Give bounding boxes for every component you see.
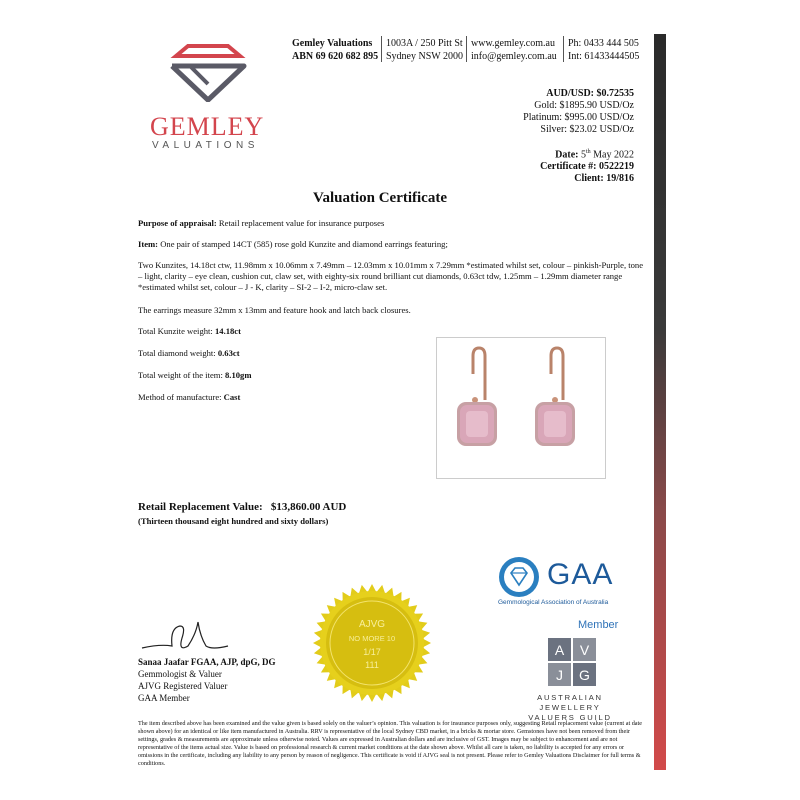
gaa-emblem-icon (497, 555, 541, 604)
silver-rate: Silver: $23.02 USD/Oz (540, 124, 634, 135)
signatory-role-2: AJVG Registered Valuer (138, 681, 228, 691)
gemley-logo (150, 44, 270, 102)
logo-wordmark: GEMLEY (150, 112, 265, 141)
kunzite-weight: Total Kunzite weight: 14.18ct (138, 326, 241, 336)
header-divider (563, 36, 564, 62)
certificate-date: Date: 5th May 2022 (555, 149, 634, 161)
logo-subtitle: VALUATIONS (152, 140, 259, 151)
certificate-number: Certificate #: 0522219 (540, 161, 634, 173)
retail-value-words: (Thirteen thousand eight hundred and sixty dollars) (138, 516, 329, 526)
signature (140, 616, 230, 661)
address-line-1: 1003A / 250 Pitt St (386, 38, 463, 49)
company-abn: ABN 69 620 682 895 (292, 51, 379, 62)
ajvg-name: AUSTRALIAN JEWELLERY VALUERS GUILD (528, 693, 612, 722)
svg-text:J: J (556, 667, 563, 683)
phone-block (568, 37, 639, 63)
seal-text-3: 1/17 (363, 647, 381, 657)
aud-usd-rate: AUD/USD: $0.72535 (546, 88, 634, 99)
header-divider (381, 36, 382, 62)
address-line-2: Sydney NSW 2000 (386, 51, 464, 62)
item-description: Two Kunzites, 14.18ct ctw, 11.98mm x 10.06mm x 7.49mm – 12.03mm x 10.01mm x 7.29mm *estimated whilst set, colour – pinkish-Purple, tone – light, clarity – eye clean, cushion cut, claw set, with eighty-six round brilliant cut diamonds, 0.63ct tdw, 1.25mm – 1.29mm diameter range *estimated whilst set, colour – J - K, clarity – SI-2 – I-2, micro-claw set. (138, 260, 644, 292)
address-block (386, 37, 463, 63)
side-gradient-bar (654, 34, 666, 770)
platinum-rate: Platinum: $995.00 USD/Oz (523, 112, 634, 123)
signatory-role-1: Gemmologist & Valuer (138, 669, 222, 679)
signatory-role-3: GAA Member (138, 693, 190, 703)
svg-text:V: V (579, 642, 590, 658)
measure-line: The earrings measure 32mm x 13mm and feature hook and latch back closures. (138, 305, 411, 315)
manufacture-method: Method of manufacture: Cast (138, 392, 241, 402)
purpose-line: Purpose of appraisal: Retail replacement value for insurance purposes (138, 218, 385, 228)
ajvg-logo (548, 638, 596, 691)
svg-text:A: A (554, 642, 565, 658)
seal-text-4: 111 (365, 660, 379, 670)
total-weight: Total weight of the item: 8.10gm (138, 370, 252, 380)
document-title: Valuation Certificate (312, 190, 447, 206)
gold-seal-icon (312, 583, 432, 708)
client-number: Client: 19/816 (574, 173, 634, 185)
company-name: Gemley Valuations (292, 38, 373, 49)
item-line: Item: One pair of stamped 14CT (585) rose gold Kunzite and diamond earrings featuring; (138, 239, 448, 249)
intl-phone-number: Int: 61433444505 (568, 51, 640, 62)
retail-value: Retail Replacement Value: $13,860.00 AUD (138, 501, 347, 513)
seal-text-2: NO MORE 10 (348, 634, 396, 643)
phone-number: Ph: 0433 444 505 (568, 38, 639, 49)
gem-logo-icon (168, 44, 248, 102)
website-link[interactable]: www.gemley.com.au (471, 38, 555, 49)
header-divider (466, 36, 467, 62)
certificate-meta (540, 146, 634, 185)
svg-text:G: G (579, 667, 590, 683)
diamond-weight: Total diamond weight: 0.63ct (138, 348, 240, 358)
web-block (471, 37, 557, 63)
signatory-name: Sanaa Jaafar FGAA, AJP, dpG, DG (138, 657, 276, 667)
earrings-photo (436, 337, 606, 479)
email-link[interactable]: info@gemley.com.au (471, 51, 557, 62)
signatory-block (138, 656, 276, 704)
seal-text-1: AJVG (358, 619, 386, 630)
metal-rates (523, 88, 634, 136)
gaa-member-label: Member (578, 619, 619, 631)
gold-rate: Gold: $1895.90 USD/Oz (534, 100, 634, 111)
gaa-full-name: Gemmological Association of Australia (498, 599, 609, 606)
earrings-image (437, 338, 605, 478)
company-block (292, 37, 378, 63)
gaa-abbreviation: GAA (547, 558, 614, 591)
disclaimer-text: The item described above has been examined and the value given is based solely on the valuer’s opinion. This valuation is for insurance purposes only, suggesting Retail replacement value (current at date shown above) for an identical or like item manufactured in Australia. RRV is representative of the local Sydney CBD market, in a bricks & mortar store. Gemstones have not been removed from their settings, grades & measurements are approximate unless otherwise noted. Values are expressed in Australian dollars and are inclusive of GST. Images may be subject to enhancement and are not representative of the items actual size. Value is based on professional research & current market conditions at the date shown above. Whilst all care is taken, no liability is accepted for any errors or omissions in the certificate, including any liability to any person by reason of negligence. This certificate is void if AJVG seal is not present. Please refer to Gemley Valuations Disclaimer for full terms & conditions. (138, 720, 643, 767)
